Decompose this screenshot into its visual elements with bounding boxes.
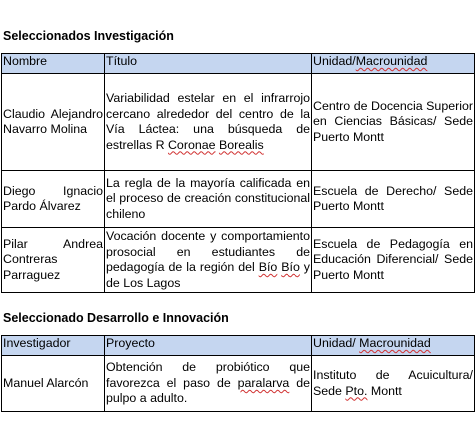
column-header-unidad: Unidad/Macrounidad <box>312 54 475 74</box>
row-unit: Centro de Docencia Superior en Ciencias Básicas/ Sede Puerto Montt <box>312 74 475 171</box>
column-header-nombre: Nombre <box>2 54 105 74</box>
table-header-row <box>2 336 475 356</box>
table-row <box>2 171 475 228</box>
row-unit: Escuela de Derecho/ Sede Puerto Montt <box>312 171 475 228</box>
table-row <box>2 74 475 171</box>
table-row <box>2 228 475 293</box>
row-name: Pilar Andrea Contreras Parraguez <box>2 228 105 293</box>
row-title: Obtención de probiótico que favorezca el paso de paralarva de pulpo a adulto. <box>105 356 312 412</box>
row-title: Variabilidad estelar en el infrarrojo cercano alrededor del centro de la Vía Láctea: una búsqueda de estrellas R Coronae Borealis <box>105 74 312 171</box>
row-unit: Escuela de Pedagogía en Educación Diferencial/ Sede Puerto Montt <box>312 228 475 293</box>
table-desarrollo <box>1 335 475 412</box>
row-name: Diego Ignacio Pardo Álvarez <box>2 171 105 228</box>
column-header-proyecto: Proyecto <box>105 336 312 356</box>
table-investigacion <box>1 53 475 293</box>
table-header-row <box>2 54 475 74</box>
section-heading-investigacion: Seleccionados Investigación <box>3 29 174 43</box>
row-unit: Instituto de Acuicultura/ Sede Pto. Montt <box>312 356 475 412</box>
section-heading-desarrollo: Seleccionado Desarrollo e Innovación <box>3 311 229 325</box>
column-header-unidad: Unidad/ Macrounidad <box>312 336 475 356</box>
column-header-investigador: Investigador <box>2 336 105 356</box>
row-name: Claudio Alejandro Navarro Molina <box>2 74 105 171</box>
row-title: Vocación docente y comportamiento prosocial en estudiantes de pedagogía de la región del Bío Bío y de Los Lagos <box>105 228 312 293</box>
row-name: Manuel Alarcón <box>2 356 105 412</box>
row-title: La regla de la mayoría calificada en el proceso de creación constitucional chileno <box>105 171 312 228</box>
column-header-titulo: Título <box>105 54 312 74</box>
table-row <box>2 356 475 412</box>
